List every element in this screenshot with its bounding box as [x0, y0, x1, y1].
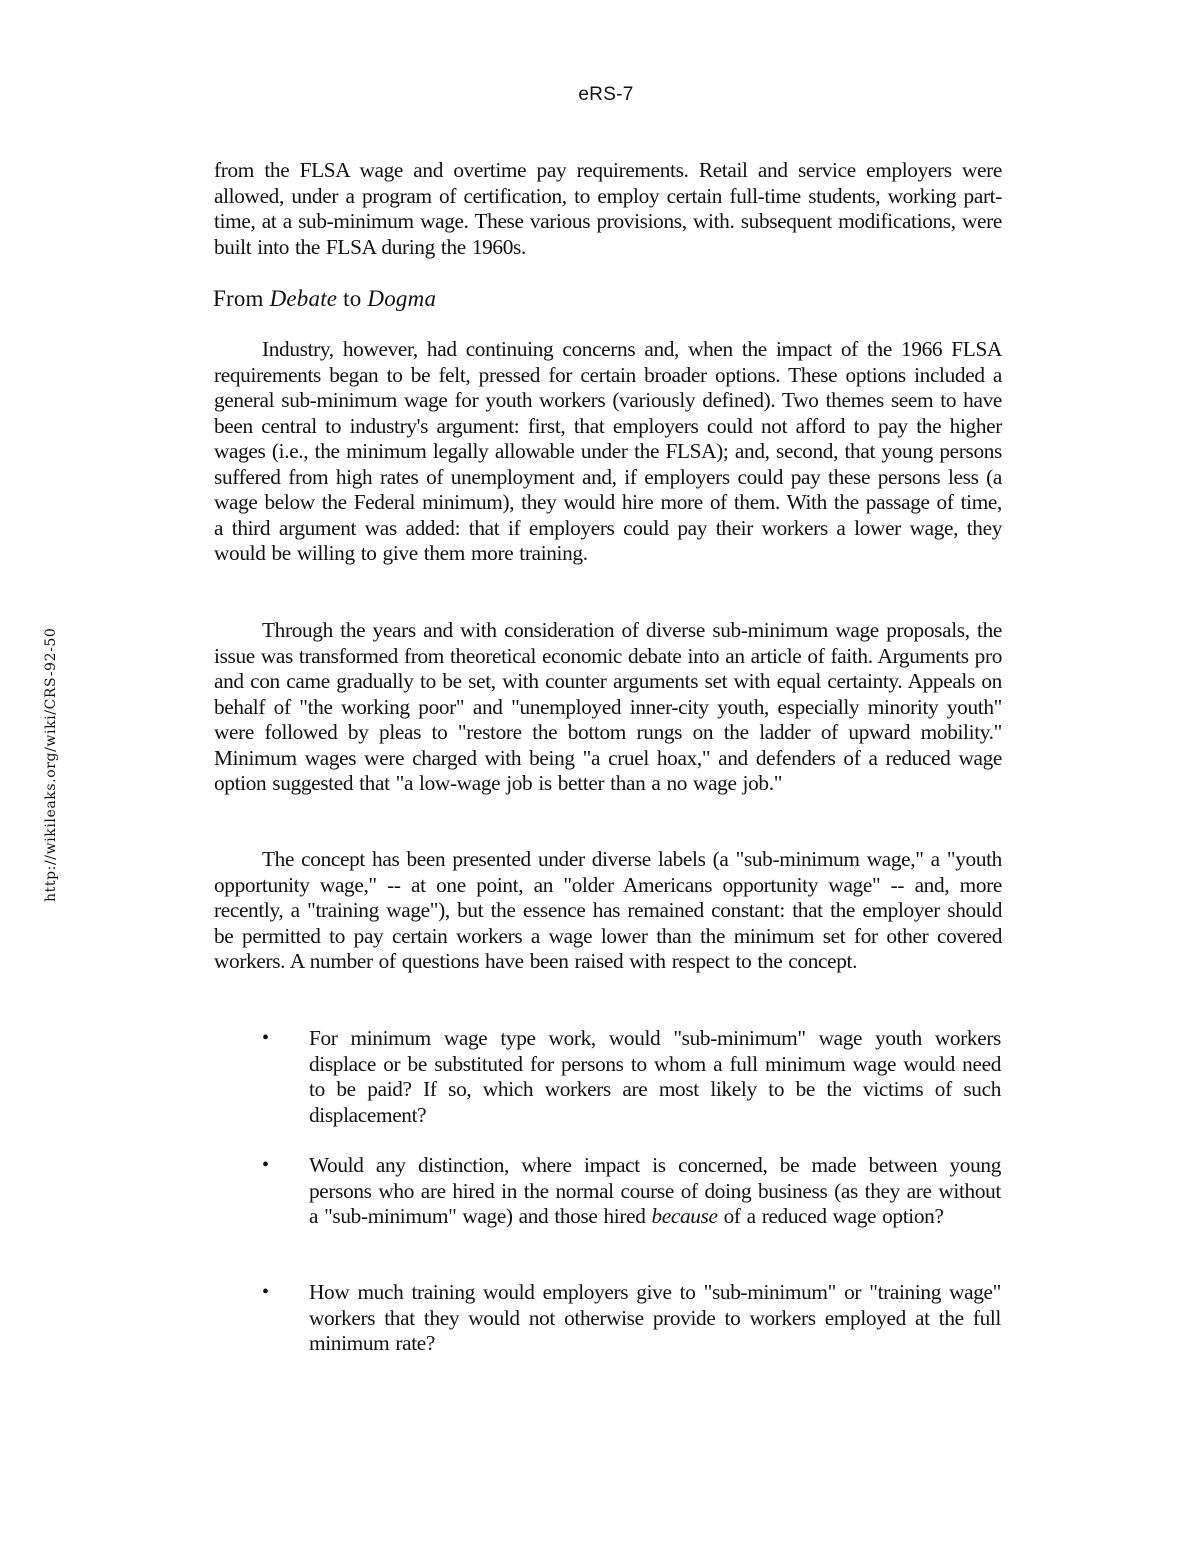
heading-debate: Debate [269, 286, 338, 311]
paragraph-flsa-provisions: from the FLSA wage and overtime pay requirements. Retail and service employers were allowed, under a program of certification, to employ certain full-time students, working part-time, at a sub-minimum wage. These various provisions, with. subsequent modifications, were built into the FLSA during the 1960s. [214, 158, 1002, 259]
question-text: For minimum wage type work, would "sub-minimum" wage youth workers displace or be substituted for persons to whom a full minimum wage would need to be paid? If so, which workers are most likely to be the victims of such displacement? [309, 1026, 1001, 1127]
paragraph-concept-labels: The concept has been presented under diverse labels (a "sub-minimum wage," a "youth opportunity wage," -- at one point, an "older Americans opportunity wage" -- and, more recently, a "training wage"), but the essence has remained constant: that the employer should be permitted to pay certain workers a wage lower than the minimum set for other covered workers. A number of questions have been raised with respect to the concept. [214, 847, 1002, 973]
question-text [309, 1153, 1001, 1230]
heading-to: to [337, 286, 368, 311]
page-header-label: eRS-7 [578, 84, 634, 105]
paragraph-debate-to-faith: Through the years and with consideration of diverse sub-minimum wage proposals, the issue was transformed from theoretical economic debate into an article of faith. Arguments pro and con came gradually to be set, with counter arguments set with equal certainty. Appeals on behalf of "the working poor" and "unemployed inner-city youth, especially minority youth" were followed by pleas to "restore the bottom rungs on the ladder of upward mobility." Minimum wages were charged with being "a cruel hoax," and defenders of a reduced wage option suggested that "a low-wage job is better than a no wage job." [214, 618, 1002, 795]
question-text: How much training would employers give to "sub-minimum" or "training wage" workers that they would not otherwise provide to workers employed at the full minimum rate? [309, 1280, 1001, 1355]
bullet-icon: • [262, 1281, 270, 1303]
bullet-icon: • [262, 1154, 270, 1176]
bullet-icon: • [262, 1027, 270, 1049]
question-text-before: Would any distinction, where impact is concerned, be made between young persons who are hired in the normal course of doing business (as they are without a "sub-minimum" wage) and those hired [309, 1153, 1001, 1228]
heading-dogma: Dogma [367, 286, 437, 311]
question-text-after: of a reduced wage option? [717, 1204, 944, 1228]
side-margin-url: http://wikileaks.org/wiki/CRS-92-50 [43, 627, 59, 902]
section-heading [213, 285, 436, 313]
question-text-italic: because [651, 1204, 718, 1228]
heading-from: From [213, 286, 270, 311]
paragraph-industry-concerns: Industry, however, had continuing concerns and, when the impact of the 1966 FLSA requirements began to be felt, pressed for certain broader options. These options included a general sub-minimum wage for youth workers (variously defined). Two themes seem to have been central to industry's argument: first, that employers could not afford to pay the higher wages (i.e., the minimum legally allowable under the FLSA); and, second, that young persons suffered from high rates of unemployment and, if employers could pay these persons less (a wage below the Federal minimum), they would hire more of them. With the passage of time, a third argument was added: that if employers could pay their workers a lower wage, they would be willing to give them more training. [214, 337, 1002, 565]
